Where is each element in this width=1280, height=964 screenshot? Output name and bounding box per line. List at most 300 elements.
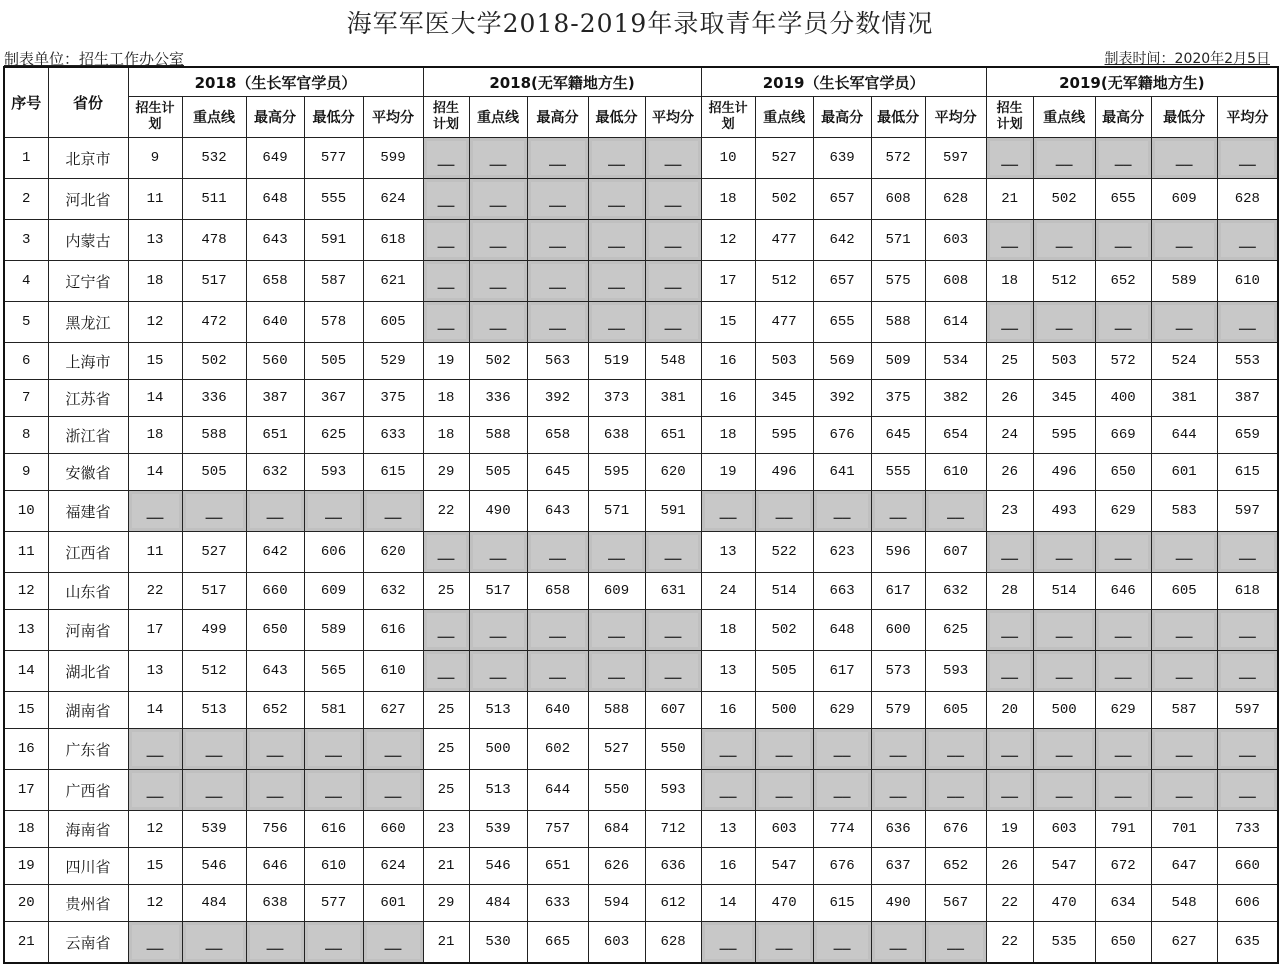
empty-cell: —— (645, 138, 701, 179)
avg-score-cell: 529 (363, 343, 423, 380)
avg-score-cell: 593 (645, 770, 701, 811)
avg-score-cell: 628 (1217, 179, 1278, 220)
key-line-cell: 502 (755, 610, 813, 651)
row-number: 17 (4, 770, 48, 811)
empty-cell: —— (1033, 138, 1095, 179)
header-province: 省份 (48, 67, 128, 138)
plan-cell: 18 (423, 380, 469, 417)
key-line-cell: 503 (1033, 343, 1095, 380)
avg-score-cell: 597 (1217, 491, 1278, 532)
row-number: 15 (4, 692, 48, 729)
plan-cell: 28 (986, 573, 1033, 610)
plan-cell: 10 (701, 138, 755, 179)
empty-cell: —— (128, 922, 182, 964)
empty-cell: —— (701, 770, 755, 811)
subheader-key-line: 重点线 (469, 97, 527, 138)
key-line-cell: 522 (755, 532, 813, 573)
subheader-plan: 招生计划 (423, 97, 469, 138)
min-score-cell: 606 (304, 532, 363, 573)
subheader-avg-score: 平均分 (645, 97, 701, 138)
plan-cell: 21 (423, 922, 469, 964)
plan-cell: 22 (423, 491, 469, 532)
key-line-cell: 532 (182, 138, 246, 179)
province-cell: 广东省 (48, 729, 128, 770)
plan-cell: 19 (986, 811, 1033, 848)
max-score-cell: 646 (1095, 573, 1151, 610)
avg-score-cell: 635 (1217, 922, 1278, 964)
row-number: 6 (4, 343, 48, 380)
row-number: 12 (4, 573, 48, 610)
empty-cell: —— (1095, 770, 1151, 811)
plan-cell: 15 (128, 848, 182, 885)
empty-cell: —— (986, 729, 1033, 770)
avg-score-cell: 659 (1217, 417, 1278, 454)
empty-cell: —— (423, 220, 469, 261)
empty-cell: —— (701, 491, 755, 532)
empty-cell: —— (423, 261, 469, 302)
avg-score-cell: 614 (925, 302, 986, 343)
avg-score-cell: 601 (363, 885, 423, 922)
empty-cell: —— (423, 651, 469, 692)
plan-cell: 16 (701, 380, 755, 417)
avg-score-cell: 621 (363, 261, 423, 302)
max-score-cell: 602 (527, 729, 588, 770)
empty-cell: —— (1151, 651, 1217, 692)
min-score-cell: 589 (304, 610, 363, 651)
province-cell: 安徽省 (48, 454, 128, 491)
avg-score-cell: 624 (363, 179, 423, 220)
avg-score-cell: 625 (925, 610, 986, 651)
empty-cell: —— (755, 770, 813, 811)
min-score-cell: 381 (1151, 380, 1217, 417)
key-line-cell: 514 (1033, 573, 1095, 610)
min-score-cell: 572 (871, 138, 925, 179)
min-score-cell: 577 (304, 138, 363, 179)
empty-cell: —— (813, 729, 871, 770)
plan-cell: 25 (423, 770, 469, 811)
empty-cell: —— (755, 491, 813, 532)
subheader-avg-score: 平均分 (925, 97, 986, 138)
max-score-cell: 572 (1095, 343, 1151, 380)
table-row (4, 302, 1278, 343)
max-score-cell: 640 (246, 302, 304, 343)
empty-cell: —— (363, 922, 423, 964)
empty-cell: —— (588, 610, 645, 651)
key-line-cell: 477 (755, 302, 813, 343)
empty-cell: —— (1033, 651, 1095, 692)
min-score-cell: 609 (304, 573, 363, 610)
empty-cell: —— (469, 651, 527, 692)
empty-cell: —— (588, 138, 645, 179)
key-line-cell: 513 (182, 692, 246, 729)
plan-cell: 21 (986, 179, 1033, 220)
min-score-cell: 638 (588, 417, 645, 454)
empty-cell: —— (527, 610, 588, 651)
table-row (4, 811, 1278, 848)
key-line-cell: 512 (182, 651, 246, 692)
max-score-cell: 615 (813, 885, 871, 922)
table-row (4, 261, 1278, 302)
province-cell: 辽宁省 (48, 261, 128, 302)
row-number: 5 (4, 302, 48, 343)
row-number: 19 (4, 848, 48, 885)
empty-cell: —— (1217, 220, 1278, 261)
table-row (4, 454, 1278, 491)
max-score-cell: 652 (1095, 261, 1151, 302)
min-score-cell: 578 (304, 302, 363, 343)
empty-cell: —— (986, 651, 1033, 692)
plan-cell: 18 (128, 417, 182, 454)
max-score-cell: 392 (527, 380, 588, 417)
key-line-cell: 472 (182, 302, 246, 343)
empty-cell: —— (645, 532, 701, 573)
avg-score-cell: 610 (363, 651, 423, 692)
plan-cell: 14 (128, 380, 182, 417)
plan-cell: 22 (128, 573, 182, 610)
empty-cell: —— (527, 302, 588, 343)
key-line-cell: 547 (1033, 848, 1095, 885)
province-cell: 湖南省 (48, 692, 128, 729)
plan-cell: 24 (701, 573, 755, 610)
empty-cell: —— (925, 770, 986, 811)
avg-score-cell: 628 (925, 179, 986, 220)
max-score-cell: 643 (246, 220, 304, 261)
plan-cell: 17 (701, 261, 755, 302)
plan-cell: 19 (701, 454, 755, 491)
min-score-cell: 593 (304, 454, 363, 491)
max-score-cell: 638 (246, 885, 304, 922)
min-score-cell: 575 (871, 261, 925, 302)
key-line-cell: 502 (755, 179, 813, 220)
min-score-cell: 583 (1151, 491, 1217, 532)
empty-cell: —— (1217, 302, 1278, 343)
plan-cell: 22 (986, 885, 1033, 922)
max-score-cell: 665 (527, 922, 588, 964)
plan-cell: 13 (128, 220, 182, 261)
subheader-max-score: 最高分 (813, 97, 871, 138)
province-cell: 河北省 (48, 179, 128, 220)
empty-cell: —— (645, 610, 701, 651)
plan-cell: 9 (128, 138, 182, 179)
empty-cell: —— (1151, 610, 1217, 651)
min-score-cell: 367 (304, 380, 363, 417)
empty-cell: —— (469, 138, 527, 179)
max-score-cell: 663 (813, 573, 871, 610)
key-line-cell: 503 (755, 343, 813, 380)
max-score-cell: 560 (246, 343, 304, 380)
province-cell: 湖北省 (48, 651, 128, 692)
max-score-cell: 643 (527, 491, 588, 532)
min-score-cell: 579 (871, 692, 925, 729)
row-number: 13 (4, 610, 48, 651)
plan-cell: 26 (986, 848, 1033, 885)
avg-score-cell: 387 (1217, 380, 1278, 417)
max-score-cell: 651 (246, 417, 304, 454)
row-number: 16 (4, 729, 48, 770)
plan-cell: 13 (128, 651, 182, 692)
empty-cell: —— (304, 729, 363, 770)
empty-cell: —— (1151, 532, 1217, 573)
key-line-cell: 512 (755, 261, 813, 302)
group-header-2019-civilian: 2019(无军籍地方生) (986, 67, 1278, 97)
empty-cell: —— (986, 138, 1033, 179)
empty-cell: —— (128, 729, 182, 770)
row-number: 9 (4, 454, 48, 491)
key-line-cell: 512 (1033, 261, 1095, 302)
min-score-cell: 647 (1151, 848, 1217, 885)
empty-cell: —— (588, 532, 645, 573)
empty-cell: —— (423, 138, 469, 179)
min-score-cell: 373 (588, 380, 645, 417)
empty-cell: —— (304, 922, 363, 964)
plan-cell: 21 (423, 848, 469, 885)
min-score-cell: 596 (871, 532, 925, 573)
max-score-cell: 791 (1095, 811, 1151, 848)
empty-cell: —— (1217, 729, 1278, 770)
plan-cell: 12 (128, 811, 182, 848)
plan-cell: 18 (701, 417, 755, 454)
avg-score-cell: 651 (645, 417, 701, 454)
avg-score-cell: 553 (1217, 343, 1278, 380)
row-number: 2 (4, 179, 48, 220)
empty-cell: —— (755, 729, 813, 770)
page-title: 海军军医大学2018-2019年录取青年学员分数情况 (346, 9, 934, 38)
empty-cell: —— (423, 532, 469, 573)
max-score-cell: 646 (246, 848, 304, 885)
key-line-cell: 477 (755, 220, 813, 261)
key-line-cell: 546 (182, 848, 246, 885)
table-row (4, 417, 1278, 454)
max-score-cell: 655 (813, 302, 871, 343)
table-row (4, 610, 1278, 651)
key-line-cell: 496 (1033, 454, 1095, 491)
plan-cell: 12 (128, 302, 182, 343)
empty-cell: —— (1217, 138, 1278, 179)
subheader-avg-score: 平均分 (1217, 97, 1278, 138)
max-score-cell: 757 (527, 811, 588, 848)
plan-cell: 23 (986, 491, 1033, 532)
avg-score-cell: 550 (645, 729, 701, 770)
min-score-cell: 505 (304, 343, 363, 380)
plan-cell: 18 (423, 417, 469, 454)
avg-score-cell: 607 (925, 532, 986, 573)
province-cell: 广西省 (48, 770, 128, 811)
empty-cell: —— (1095, 729, 1151, 770)
max-score-cell: 629 (1095, 491, 1151, 532)
key-line-cell: 345 (1033, 380, 1095, 417)
min-score-cell: 573 (871, 651, 925, 692)
table-row (4, 848, 1278, 885)
empty-cell: —— (469, 220, 527, 261)
max-score-cell: 650 (246, 610, 304, 651)
subheader-avg-score: 平均分 (363, 97, 423, 138)
min-score-cell: 626 (588, 848, 645, 885)
avg-score-cell: 615 (363, 454, 423, 491)
avg-score-cell: 676 (925, 811, 986, 848)
avg-score-cell: 624 (363, 848, 423, 885)
key-line-cell: 500 (1033, 692, 1095, 729)
plan-cell: 12 (128, 885, 182, 922)
row-number: 11 (4, 532, 48, 573)
empty-cell: —— (1033, 220, 1095, 261)
empty-cell: —— (423, 302, 469, 343)
empty-cell: —— (1095, 610, 1151, 651)
plan-cell: 15 (701, 302, 755, 343)
max-score-cell: 633 (527, 885, 588, 922)
province-cell: 云南省 (48, 922, 128, 964)
max-score-cell: 672 (1095, 848, 1151, 885)
max-score-cell: 651 (527, 848, 588, 885)
table-row (4, 380, 1278, 417)
province-cell: 福建省 (48, 491, 128, 532)
plan-cell: 26 (986, 454, 1033, 491)
max-score-cell: 676 (813, 417, 871, 454)
table-row (4, 651, 1278, 692)
empty-cell: —— (645, 179, 701, 220)
key-line-cell: 505 (182, 454, 246, 491)
max-score-cell: 629 (1095, 692, 1151, 729)
max-score-cell: 642 (813, 220, 871, 261)
group-header-2018-cadet: 2018（生长军官学员） (128, 67, 423, 97)
table-row (4, 922, 1278, 964)
max-score-cell: 634 (1095, 885, 1151, 922)
avg-score-cell: 636 (645, 848, 701, 885)
max-score-cell: 650 (1095, 454, 1151, 491)
empty-cell: —— (925, 729, 986, 770)
empty-cell: —— (246, 491, 304, 532)
subheader-min-score: 最低分 (304, 97, 363, 138)
min-score-cell: 565 (304, 651, 363, 692)
plan-cell: 25 (423, 573, 469, 610)
max-score-cell: 643 (246, 651, 304, 692)
empty-cell: —— (1033, 770, 1095, 811)
empty-cell: —— (813, 770, 871, 811)
avg-score-cell: 654 (925, 417, 986, 454)
key-line-cell: 527 (755, 138, 813, 179)
min-score-cell: 555 (871, 454, 925, 491)
plan-cell: 18 (986, 261, 1033, 302)
table-row (4, 491, 1278, 532)
table-row (4, 770, 1278, 811)
empty-cell: —— (469, 261, 527, 302)
key-line-cell: 500 (755, 692, 813, 729)
empty-cell: —— (527, 138, 588, 179)
max-score-cell: 669 (1095, 417, 1151, 454)
avg-score-cell: 608 (925, 261, 986, 302)
min-score-cell: 588 (588, 692, 645, 729)
plan-cell: 29 (423, 454, 469, 491)
key-line-cell: 514 (755, 573, 813, 610)
min-score-cell: 527 (588, 729, 645, 770)
max-score-cell: 640 (527, 692, 588, 729)
min-score-cell: 587 (304, 261, 363, 302)
min-score-cell: 591 (304, 220, 363, 261)
empty-cell: —— (363, 729, 423, 770)
avg-score-cell: 603 (925, 220, 986, 261)
empty-cell: —— (925, 491, 986, 532)
empty-cell: —— (1095, 220, 1151, 261)
plan-cell: 18 (701, 610, 755, 651)
plan-cell: 25 (986, 343, 1033, 380)
min-score-cell: 548 (1151, 885, 1217, 922)
empty-cell: —— (246, 770, 304, 811)
min-score-cell: 616 (304, 811, 363, 848)
empty-cell: —— (755, 922, 813, 964)
max-score-cell: 660 (246, 573, 304, 610)
min-score-cell: 645 (871, 417, 925, 454)
group-header-2018-civilian: 2018(无军籍地方生) (423, 67, 701, 97)
avg-score-cell: 733 (1217, 811, 1278, 848)
empty-cell: —— (1095, 138, 1151, 179)
empty-cell: —— (813, 491, 871, 532)
plan-cell: 11 (128, 532, 182, 573)
avg-score-cell: 375 (363, 380, 423, 417)
empty-cell: —— (246, 922, 304, 964)
key-line-cell: 484 (469, 885, 527, 922)
min-score-cell: 637 (871, 848, 925, 885)
avg-score-cell: 612 (645, 885, 701, 922)
min-score-cell: 509 (871, 343, 925, 380)
key-line-cell: 478 (182, 220, 246, 261)
plan-cell: 13 (701, 532, 755, 573)
avg-score-cell: 618 (363, 220, 423, 261)
subheader-max-score: 最高分 (1095, 97, 1151, 138)
key-line-cell: 546 (469, 848, 527, 885)
empty-cell: —— (986, 770, 1033, 811)
plan-cell: 29 (423, 885, 469, 922)
min-score-cell: 627 (1151, 922, 1217, 964)
plan-cell: 14 (128, 454, 182, 491)
plan-cell: 16 (701, 848, 755, 885)
empty-cell: —— (527, 220, 588, 261)
empty-cell: —— (182, 770, 246, 811)
plan-cell: 24 (986, 417, 1033, 454)
empty-cell: —— (1217, 610, 1278, 651)
empty-cell: —— (986, 302, 1033, 343)
table-row (4, 692, 1278, 729)
min-score-cell: 571 (871, 220, 925, 261)
avg-score-cell: 605 (363, 302, 423, 343)
avg-score-cell: 631 (645, 573, 701, 610)
subheader-key-line: 重点线 (1033, 97, 1095, 138)
plan-cell: 16 (701, 343, 755, 380)
max-score-cell: 642 (246, 532, 304, 573)
max-score-cell: 658 (527, 417, 588, 454)
plan-cell: 15 (128, 343, 182, 380)
key-line-cell: 505 (755, 651, 813, 692)
empty-cell: —— (527, 651, 588, 692)
avg-score-cell: 607 (645, 692, 701, 729)
min-score-cell: 571 (588, 491, 645, 532)
min-score-cell: 601 (1151, 454, 1217, 491)
key-line-cell: 336 (182, 380, 246, 417)
table-row (4, 220, 1278, 261)
row-number: 10 (4, 491, 48, 532)
admission-scores-table (3, 66, 1279, 964)
empty-cell: —— (645, 651, 701, 692)
subheader-max-score: 最高分 (246, 97, 304, 138)
empty-cell: —— (986, 610, 1033, 651)
empty-cell: —— (423, 610, 469, 651)
plan-cell: 16 (701, 692, 755, 729)
avg-score-cell: 652 (925, 848, 986, 885)
row-number: 20 (4, 885, 48, 922)
max-score-cell: 676 (813, 848, 871, 885)
empty-cell: —— (128, 770, 182, 811)
min-score-cell: 610 (304, 848, 363, 885)
avg-score-cell: 599 (363, 138, 423, 179)
subheader-key-line: 重点线 (182, 97, 246, 138)
